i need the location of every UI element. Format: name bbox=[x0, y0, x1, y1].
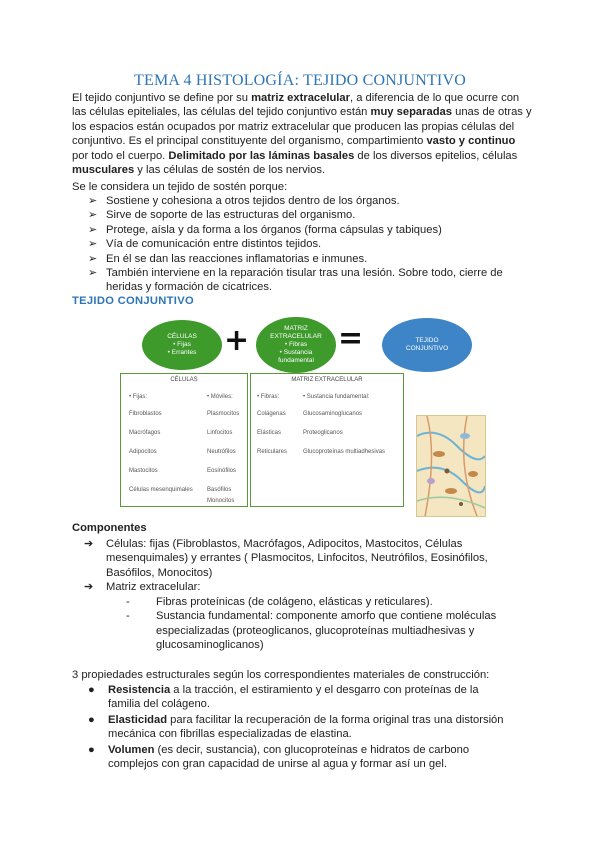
list-item bbox=[72, 580, 532, 594]
tissue-oval bbox=[382, 318, 472, 372]
componentes-list bbox=[72, 537, 532, 595]
box-cell: Colágenas bbox=[257, 411, 286, 417]
list-item bbox=[72, 237, 532, 251]
property-text: (es decir, sustancia), con glucoproteínas e hidratos de carbono complejos con gran capacidad de unirse al agua y formar así un gel. bbox=[108, 743, 470, 771]
box-cell: Reticulares bbox=[257, 449, 288, 455]
box-cell: Fibroblastos bbox=[129, 411, 162, 417]
intro-bold: muy separadas bbox=[370, 106, 452, 119]
list-item-text: En él se dan las reacciones inflamatorias e inmunes. bbox=[106, 252, 368, 265]
list-item bbox=[72, 208, 532, 222]
cells-oval bbox=[142, 320, 222, 370]
arrow-icon: ➢ bbox=[88, 195, 98, 207]
intro-text: unas de otras y los espacios están ocupados por matriz extracelular que producen las propias células del conjuntivo. Es el principal constituyente del organismo, compartimiento bbox=[72, 106, 532, 148]
box-cell: Elásticas bbox=[257, 430, 282, 436]
box-title: CÉLULAS bbox=[170, 377, 198, 383]
oval-line: CONJUNTIVO bbox=[405, 345, 449, 352]
box-cell: Linfocitos bbox=[207, 430, 233, 436]
list-item bbox=[72, 223, 532, 237]
intro-text: El tejido conjuntivo se define por su bbox=[72, 92, 252, 104]
oval-title: MATRIZ bbox=[284, 325, 308, 332]
box-cell: Proteoglicanos bbox=[303, 430, 343, 436]
sosten-intro: Se le considera un tejido de sostén porque: bbox=[72, 181, 288, 193]
plus-icon: + bbox=[224, 323, 250, 358]
oval-subtitle: EXTRACELULAR bbox=[270, 333, 322, 340]
list-item-text: Protege, aísla y da forma a los órganos (forma cápsulas y tabiques) bbox=[106, 223, 442, 236]
box-cell: Glucoproteínas multiadhesivas bbox=[303, 449, 386, 455]
list-item bbox=[126, 595, 526, 609]
list-item bbox=[72, 713, 512, 742]
box-cell: Basófilos bbox=[207, 487, 232, 493]
list-item bbox=[72, 266, 532, 295]
box-cell: Células mesenquimales bbox=[129, 487, 193, 493]
propiedades-list bbox=[72, 683, 512, 772]
box-title: MATRIZ EXTRACELULAR bbox=[291, 377, 363, 383]
arrow-icon: ➢ bbox=[88, 267, 98, 280]
oval-line: TEJIDO bbox=[415, 337, 439, 344]
box-cell: Eosinófilos bbox=[207, 468, 237, 474]
arrow-icon: ➢ bbox=[88, 238, 98, 251]
box-cell: Neutrófilos bbox=[207, 449, 236, 455]
tejido-diagram bbox=[120, 315, 485, 520]
intro-bold: matriz extracelular bbox=[251, 92, 350, 104]
oval-line: • Errantes bbox=[167, 349, 197, 356]
bullet-icon: ● bbox=[88, 713, 95, 726]
sosten-list bbox=[72, 194, 532, 295]
intro-text: , a diferencia de lo que ocurre con las células epiteliales, las células del tejido conjuntivo están bbox=[72, 92, 520, 119]
list-item bbox=[72, 252, 532, 266]
propiedades-intro: 3 propiedades estructurales según los correspondientes materiales de construcción: bbox=[72, 669, 490, 681]
box-cell: Monocitos bbox=[207, 498, 235, 504]
matrix-oval bbox=[256, 317, 336, 373]
box-cell: Glucosaminoglucanos bbox=[303, 411, 363, 417]
list-item-text: Sirve de soporte de las estructuras del organismo. bbox=[106, 209, 356, 222]
list-item-text: Fibras proteínicas (de colágeno, elásticas y reticulares). bbox=[156, 596, 433, 608]
intro-bold: musculares bbox=[72, 164, 135, 177]
box-subheading: • Fibras: bbox=[257, 394, 280, 400]
intro-bold: Delimitado por las láminas basales bbox=[168, 149, 355, 162]
box-cell: Macrófagos bbox=[129, 430, 161, 436]
histology-image bbox=[416, 415, 486, 517]
matriz-sublist bbox=[126, 595, 526, 653]
oval-line: • Fibras bbox=[284, 341, 308, 348]
box-subheading: • Fijas: bbox=[129, 394, 148, 400]
list-item-text: Células: fijas (Fibroblastos, Macrófagos, Adipocitos, Mastocitos, Células mesenquimales) y errantes ( Plasmocitos, Linfocitos, Neutrófilos, Eosinófilos, Basófilos, Monocitos) bbox=[106, 538, 488, 579]
list-item-text: Sostiene y cohesiona a otros tejidos dentro de los órganos. bbox=[106, 195, 400, 207]
dash-marker: - bbox=[126, 610, 130, 623]
property-text: para facilitar la recuperación de la forma original tras una distorsión mecánica con fibrillas especializadas de elastina. bbox=[108, 713, 504, 741]
list-item bbox=[72, 194, 532, 208]
box-cell: Adipocitos bbox=[129, 449, 157, 455]
intro-text: por todo el cuerpo. bbox=[72, 149, 169, 162]
oval-line: • Fijas bbox=[173, 341, 191, 348]
list-item bbox=[72, 537, 532, 580]
list-item-text: Sustancia fundamental: componente amorfo que contiene moléculas especializadas (proteoglicanos, glucoproteínas multiadhesivas y glucosaminoglicanos) bbox=[156, 610, 497, 652]
section-heading: TEJIDO CONJUNTIVO bbox=[72, 295, 194, 307]
matrix-box bbox=[250, 373, 404, 507]
arrow-icon: ➢ bbox=[88, 252, 98, 265]
page-title: TEMA 4 HISTOLOGÍA: TEJIDO CONJUNTIVO bbox=[134, 72, 466, 89]
oval-line: • Sustancia bbox=[279, 349, 313, 356]
intro-bold: vasto y continuo bbox=[426, 135, 516, 148]
histology-illustration bbox=[417, 416, 485, 516]
box-cell: Mastocitos bbox=[129, 468, 158, 474]
intro-text: de los diversos epitelios, células bbox=[354, 149, 518, 162]
bold-arrow-icon: ➔ bbox=[84, 538, 94, 550]
list-item-text: Vía de comunicación entre distintos tejidos. bbox=[106, 238, 322, 251]
box-subheading: • Sustancia fundamental: bbox=[303, 394, 370, 400]
bullet-icon: ● bbox=[88, 743, 95, 756]
bullet-icon: ● bbox=[88, 684, 95, 696]
equals-icon: = bbox=[338, 321, 364, 356]
box-cell: Plasmocitos bbox=[207, 411, 240, 417]
property-name: Elasticidad bbox=[108, 713, 168, 726]
dash-marker: - bbox=[126, 596, 130, 608]
list-item bbox=[126, 609, 526, 652]
oval-line: fundamental bbox=[278, 357, 314, 364]
list-item bbox=[72, 743, 512, 772]
list-item bbox=[72, 683, 512, 712]
cells-box bbox=[120, 373, 248, 507]
arrow-icon: ➢ bbox=[88, 209, 98, 222]
list-item-text: También interviene en la reparación tisular tras una lesión. Sobre todo, cierre de heridas y formación de cicatrices. bbox=[106, 267, 503, 294]
arrow-icon: ➢ bbox=[88, 223, 98, 236]
oval-title: CÉLULAS bbox=[167, 333, 197, 340]
property-text: a la tracción, el estiramiento y el desgarro con proteínas de la familia del colágeno. bbox=[108, 684, 479, 711]
intro-text: y las células de sostén de los nervios. bbox=[134, 164, 326, 177]
property-name: Volumen bbox=[108, 743, 155, 756]
bold-arrow-icon: ➔ bbox=[84, 581, 94, 594]
componentes-heading: Componentes bbox=[72, 522, 147, 534]
property-name: Resistencia bbox=[108, 684, 171, 696]
box-subheading: • Móviles: bbox=[207, 394, 233, 400]
intro-paragraph bbox=[72, 91, 532, 177]
list-item-text: Matriz extracelular: bbox=[106, 581, 201, 594]
